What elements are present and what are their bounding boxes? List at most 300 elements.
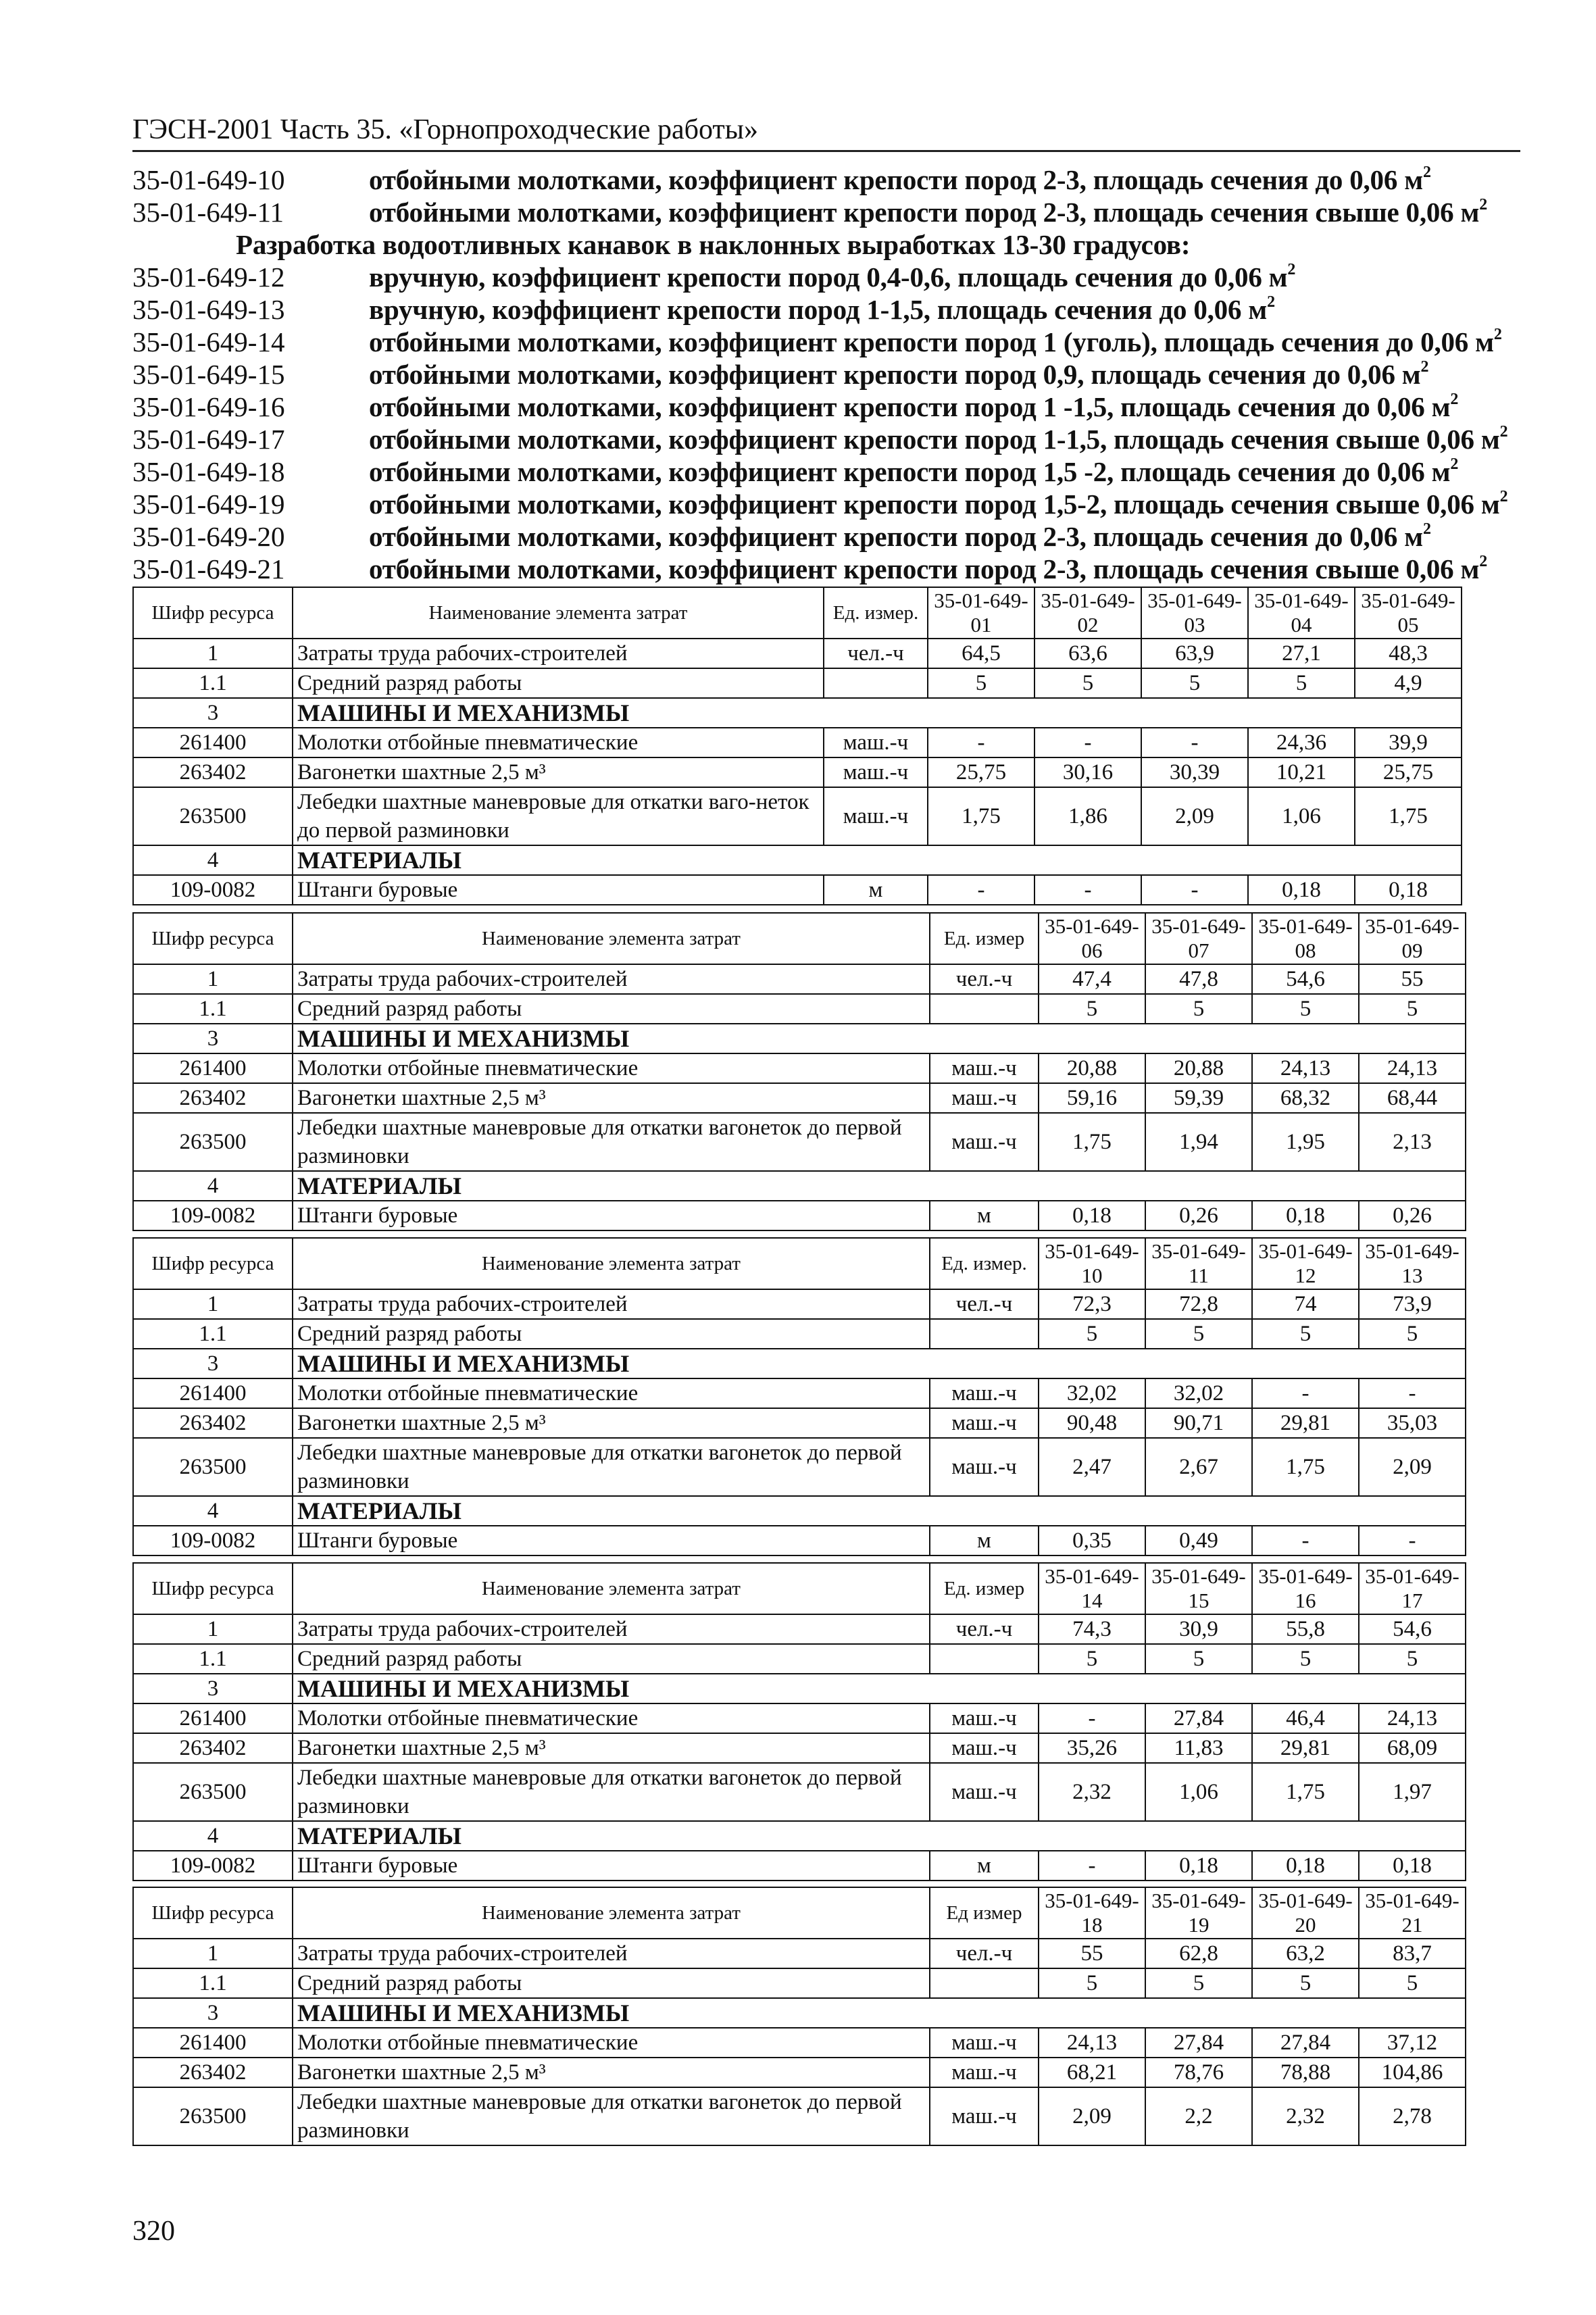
unit-of-measure: маш.-ч <box>930 1408 1039 1438</box>
column-header-unit: Ед. измер <box>930 1563 1039 1614</box>
norm-value: 1,06 <box>1248 787 1355 845</box>
cost-element-name: Средний разряд работы <box>293 1968 930 1998</box>
column-header-norm-code: 35-01-649-09 <box>1359 913 1466 964</box>
norm-value: 5 <box>1034 668 1141 698</box>
cost-element-name: Средний разряд работы <box>293 668 824 698</box>
norm-value: 73,9 <box>1359 1289 1466 1319</box>
table-row <box>133 1968 1466 1998</box>
norm-value: 5 <box>1359 1968 1466 1998</box>
norm-code: 35-01-649-16 <box>132 391 285 422</box>
resource-code: 109-0082 <box>133 1851 293 1881</box>
column-header-cost-element: Наименование элемента затрат <box>293 1563 930 1614</box>
column-header-unit: Ед. измер. <box>824 587 928 639</box>
table-row <box>133 668 1462 698</box>
unit-exponent: 2 <box>1450 391 1459 408</box>
norm-description-text: отбойными молотками, коэффициент крепости пород 1,5 -2, площадь сечения до 0,06 м <box>369 456 1451 487</box>
norm-value: 5 <box>928 668 1034 698</box>
norm-value: 5 <box>1039 1319 1145 1349</box>
norm-value: 5 <box>1359 1319 1466 1349</box>
section-title: МАШИНЫ И МЕХАНИЗМЫ <box>293 1349 1466 1378</box>
table-row <box>133 875 1462 905</box>
resource-code: 4 <box>133 845 293 875</box>
norm-value: 47,8 <box>1145 964 1252 994</box>
unit-of-measure: маш.-ч <box>930 1733 1039 1763</box>
norm-value: - <box>1141 728 1248 757</box>
table-row <box>133 1526 1466 1555</box>
norm-value: 5 <box>1039 1644 1145 1674</box>
norm-value: 55,8 <box>1252 1614 1359 1644</box>
norm-value: - <box>1034 728 1141 757</box>
cost-element-name: Молотки отбойные пневматические <box>293 2028 930 2058</box>
unit-of-measure: маш.-ч <box>930 1378 1039 1408</box>
unit-of-measure: маш.-ч <box>824 757 928 787</box>
resource-code: 263402 <box>133 1733 293 1763</box>
resource-code: 263500 <box>133 1438 293 1496</box>
cost-element-name: Штанги буровые <box>293 875 824 905</box>
column-header-cost-element: Наименование элемента затрат <box>293 587 824 639</box>
norm-value: 1,75 <box>1355 787 1462 845</box>
column-header-resource-code: Шифр ресурса <box>133 1238 293 1289</box>
table-section-row <box>133 698 1462 728</box>
norm-description-text: отбойными молотками, коэффициент крепости пород 1 -1,5, площадь сечения до 0,06 м <box>369 391 1451 422</box>
norm-description <box>369 520 1431 553</box>
norm-value: 0,18 <box>1355 875 1462 905</box>
norm-value: 68,09 <box>1359 1733 1466 1763</box>
norm-value: 63,9 <box>1141 639 1248 668</box>
norm-value: 1,75 <box>1252 1438 1359 1496</box>
norm-description-text: вручную, коэффициент крепости пород 1-1,5, площадь сечения до 0,06 м <box>369 294 1268 325</box>
norm-value: 46,4 <box>1252 1703 1359 1733</box>
table-row <box>133 1733 1466 1763</box>
norm-value: 0,18 <box>1359 1851 1466 1881</box>
norm-value: 55 <box>1359 964 1466 994</box>
unit-exponent: 2 <box>1420 358 1429 376</box>
norm-code: 35-01-649-12 <box>132 262 285 293</box>
column-header-norm-code: 35-01-649-20 <box>1252 1887 1359 1939</box>
unit-of-measure: чел.-ч <box>930 1939 1039 1968</box>
section-title: МАШИНЫ И МЕХАНИЗМЫ <box>293 1024 1466 1053</box>
norm-code: 35-01-649-20 <box>132 521 285 552</box>
resource-table <box>132 587 1462 905</box>
resource-code: 261400 <box>133 2028 293 2058</box>
column-header-norm-code: 35-01-649-12 <box>1252 1238 1359 1289</box>
norm-description <box>369 455 1458 488</box>
section-title: МАТЕРИАЛЫ <box>293 1821 1466 1851</box>
table-row <box>133 1201 1466 1230</box>
cost-element-name: Затраты труда рабочих-строителей <box>293 639 824 668</box>
norm-value: 29,81 <box>1252 1733 1359 1763</box>
norm-value: 0,26 <box>1359 1201 1466 1230</box>
norm-value: - <box>928 875 1034 905</box>
norm-line <box>132 358 1538 391</box>
table-row <box>133 994 1466 1024</box>
table-section-row <box>133 1674 1466 1703</box>
norm-line <box>132 488 1538 520</box>
norm-value: 35,03 <box>1359 1408 1466 1438</box>
section-title: МАТЕРИАЛЫ <box>293 1496 1466 1526</box>
norm-value: 30,16 <box>1034 757 1141 787</box>
unit-exponent: 2 <box>1267 293 1275 311</box>
norm-value: 5 <box>1252 994 1359 1024</box>
norm-value: 5 <box>1359 1644 1466 1674</box>
table-row <box>133 964 1466 994</box>
norm-description-text: отбойными молотками, коэффициент крепости пород 2-3, площадь сечения свыше 0,06 м <box>369 553 1480 584</box>
cost-element-name: Молотки отбойные пневматические <box>293 1053 930 1083</box>
column-header-norm-code: 35-01-649-06 <box>1039 913 1145 964</box>
norm-value: 48,3 <box>1355 639 1462 668</box>
norm-description <box>369 293 1275 326</box>
page-number: 320 <box>132 2216 175 2247</box>
unit-of-measure: м <box>930 1201 1039 1230</box>
table-row <box>133 1644 1466 1674</box>
norm-value: 5 <box>1145 1644 1252 1674</box>
unit-of-measure: м <box>824 875 928 905</box>
norm-line <box>132 261 1538 293</box>
norm-description <box>369 423 1507 455</box>
column-header-norm-code: 35-01-649-15 <box>1145 1563 1252 1614</box>
column-header-norm-code: 35-01-649-11 <box>1145 1238 1252 1289</box>
norm-value: 11,83 <box>1145 1733 1252 1763</box>
norm-line <box>132 423 1538 455</box>
table-row <box>133 1083 1466 1113</box>
norm-value: 104,86 <box>1359 2058 1466 2087</box>
table-row <box>133 1851 1466 1881</box>
section-title: МАШИНЫ И МЕХАНИЗМЫ <box>293 1998 1466 2028</box>
norm-line <box>132 455 1538 488</box>
unit-exponent: 2 <box>1499 488 1508 505</box>
resource-table <box>132 1237 1466 1556</box>
table-section-row <box>133 845 1462 875</box>
table-row <box>133 1289 1466 1319</box>
resource-code: 3 <box>133 1674 293 1703</box>
norm-value: 2,47 <box>1039 1438 1145 1496</box>
norm-line <box>132 391 1538 423</box>
norm-value: 0,26 <box>1145 1201 1252 1230</box>
resource-code: 4 <box>133 1821 293 1851</box>
norm-value: 64,5 <box>928 639 1034 668</box>
norm-line <box>132 520 1538 553</box>
cost-element-name: Лебедки шахтные маневровые для откатки вагонеток до первой разминовки <box>293 1113 930 1171</box>
norm-value: - <box>1034 875 1141 905</box>
norm-value: 5 <box>1039 994 1145 1024</box>
norm-description-text: отбойными молотками, коэффициент крепости пород 2-3, площадь сечения до 0,06 м <box>369 164 1423 195</box>
norm-value: - <box>1252 1378 1359 1408</box>
norm-description <box>369 488 1507 520</box>
table-row <box>133 787 1462 845</box>
norm-value: 32,02 <box>1039 1378 1145 1408</box>
resource-code: 109-0082 <box>133 875 293 905</box>
resource-code: 1 <box>133 1289 293 1319</box>
unit-of-measure: маш.-ч <box>930 2087 1039 2145</box>
norm-value: 78,76 <box>1145 2058 1252 2087</box>
norm-description <box>369 553 1487 585</box>
table-section-row <box>133 1171 1466 1201</box>
norm-value: 0,18 <box>1252 1201 1359 1230</box>
norm-value: 5 <box>1252 1319 1359 1349</box>
table-section-row <box>133 1024 1466 1053</box>
column-header-norm-code: 35-01-649-02 <box>1034 587 1141 639</box>
column-header-cost-element: Наименование элемента затрат <box>293 1238 930 1289</box>
norm-value: 35,26 <box>1039 1733 1145 1763</box>
norm-value: 1,75 <box>1252 1763 1359 1821</box>
cost-element-name: Молотки отбойные пневматические <box>293 728 824 757</box>
table-header-row <box>133 1563 1466 1614</box>
unit-of-measure: маш.-ч <box>930 2028 1039 2058</box>
column-header-unit: Ед. измер. <box>930 1238 1039 1289</box>
norm-value: 2,09 <box>1359 1438 1466 1496</box>
unit-of-measure <box>930 994 1039 1024</box>
resource-code: 1 <box>133 964 293 994</box>
norm-value: 24,13 <box>1359 1053 1466 1083</box>
unit-of-measure: чел.-ч <box>930 1614 1039 1644</box>
norm-value: 5 <box>1359 994 1466 1024</box>
norm-value: 5 <box>1145 1968 1252 1998</box>
unit-of-measure: маш.-ч <box>824 787 928 845</box>
norm-value: - <box>1359 1378 1466 1408</box>
norm-value: 4,9 <box>1355 668 1462 698</box>
unit-of-measure <box>930 1968 1039 1998</box>
norm-value: 20,88 <box>1039 1053 1145 1083</box>
norm-description <box>369 358 1428 391</box>
cost-element-name: Затраты труда рабочих-строителей <box>293 964 930 994</box>
norm-value: 1,95 <box>1252 1113 1359 1171</box>
norm-line <box>132 326 1538 358</box>
norm-description-text: отбойными молотками, коэффициент крепости пород 1 (уголь), площадь сечения до 0,06 м <box>369 326 1494 357</box>
unit-exponent: 2 <box>1422 164 1431 181</box>
table-row <box>133 2028 1466 2058</box>
cost-element-name: Лебедки шахтные маневровые для откатки ваго-неток до первой разминовки <box>293 787 824 845</box>
resource-code: 1 <box>133 1614 293 1644</box>
resource-code: 1.1 <box>133 1968 293 1998</box>
norm-value: 39,9 <box>1355 728 1462 757</box>
norm-value: - <box>1039 1851 1145 1881</box>
norm-value: 5 <box>1252 1968 1359 1998</box>
unit-exponent: 2 <box>1479 553 1488 570</box>
section-title: МАТЕРИАЛЫ <box>293 845 1462 875</box>
column-header-unit: Ед. измер <box>930 913 1039 964</box>
norm-value: 68,32 <box>1252 1083 1359 1113</box>
resource-code: 1 <box>133 1939 293 1968</box>
norm-line <box>132 164 1538 196</box>
resource-code: 1.1 <box>133 1319 293 1349</box>
norm-value: 0,35 <box>1039 1526 1145 1555</box>
norm-value: 5 <box>1248 668 1355 698</box>
column-header-norm-code: 35-01-649-19 <box>1145 1887 1252 1939</box>
table-header-row <box>133 1887 1466 1939</box>
norm-line <box>132 196 1538 228</box>
resource-code: 263500 <box>133 2087 293 2145</box>
norm-value: 1,75 <box>928 787 1034 845</box>
norm-value: 5 <box>1039 1968 1145 1998</box>
table-row <box>133 1614 1466 1644</box>
norm-description <box>132 228 1190 261</box>
column-header-norm-code: 35-01-649-17 <box>1359 1563 1466 1614</box>
resource-table <box>132 912 1466 1231</box>
unit-exponent: 2 <box>1422 520 1431 538</box>
column-header-unit: Ед измер <box>930 1887 1039 1939</box>
table-header-row <box>133 1238 1466 1289</box>
resource-code: 3 <box>133 698 293 728</box>
resource-code: 109-0082 <box>133 1526 293 1555</box>
norm-value: 27,84 <box>1145 1703 1252 1733</box>
norm-description-text: Разработка водоотливных канавок в наклонных выработках 13-30 градусов: <box>236 229 1191 260</box>
resource-code: 3 <box>133 1998 293 2028</box>
norm-value: 30,39 <box>1141 757 1248 787</box>
resource-code: 109-0082 <box>133 1201 293 1230</box>
unit-of-measure: маш.-ч <box>930 1703 1039 1733</box>
resource-code: 1 <box>133 639 293 668</box>
table-section-row <box>133 1496 1466 1526</box>
table-row <box>133 1053 1466 1083</box>
norm-line <box>132 228 1538 261</box>
norm-code: 35-01-649-21 <box>132 553 285 584</box>
column-header-norm-code: 35-01-649-03 <box>1141 587 1248 639</box>
norm-value: 59,39 <box>1145 1083 1252 1113</box>
norm-value: 0,49 <box>1145 1526 1252 1555</box>
norm-line <box>132 293 1538 326</box>
norm-value: 90,48 <box>1039 1408 1145 1438</box>
norm-value: - <box>1359 1526 1466 1555</box>
norm-value: 47,4 <box>1039 964 1145 994</box>
norm-description <box>369 196 1487 228</box>
column-header-norm-code: 35-01-649-21 <box>1359 1887 1466 1939</box>
unit-exponent: 2 <box>1287 261 1296 278</box>
unit-of-measure: чел.-ч <box>824 639 928 668</box>
cost-element-name: Вагонетки шахтные 2,5 м³ <box>293 1408 930 1438</box>
column-header-norm-code: 35-01-649-07 <box>1145 913 1252 964</box>
norm-value: 10,21 <box>1248 757 1355 787</box>
norm-value: 2,32 <box>1039 1763 1145 1821</box>
cost-element-name: Штанги буровые <box>293 1526 930 1555</box>
column-header-norm-code: 35-01-649-13 <box>1359 1238 1466 1289</box>
norm-description <box>369 261 1295 293</box>
norm-description-text: отбойными молотками, коэффициент крепости пород 0,9, площадь сечения до 0,06 м <box>369 359 1421 390</box>
norm-code: 35-01-649-19 <box>132 489 285 520</box>
unit-of-measure: маш.-ч <box>930 1438 1039 1496</box>
unit-of-measure: чел.-ч <box>930 964 1039 994</box>
norm-value: 2,67 <box>1145 1438 1252 1496</box>
norm-value: 74 <box>1252 1289 1359 1319</box>
norm-value: 29,81 <box>1252 1408 1359 1438</box>
column-header-cost-element: Наименование элемента затрат <box>293 1887 930 1939</box>
cost-element-name: Средний разряд работы <box>293 1644 930 1674</box>
norm-value: 24,13 <box>1252 1053 1359 1083</box>
unit-of-measure <box>930 1644 1039 1674</box>
norm-value: - <box>1252 1526 1359 1555</box>
table-row <box>133 639 1462 668</box>
norm-value: 24,36 <box>1248 728 1355 757</box>
unit-of-measure: маш.-ч <box>824 728 928 757</box>
norm-description <box>369 326 1502 358</box>
cost-element-name: Штанги буровые <box>293 1851 930 1881</box>
cost-element-name: Затраты труда рабочих-строителей <box>293 1939 930 1968</box>
resource-code: 263500 <box>133 1113 293 1171</box>
section-title: МАШИНЫ И МЕХАНИЗМЫ <box>293 698 1462 728</box>
resource-code: 263402 <box>133 757 293 787</box>
table-header-row <box>133 587 1462 639</box>
norm-value: 5 <box>1145 1319 1252 1349</box>
unit-of-measure: чел.-ч <box>930 1289 1039 1319</box>
table-row <box>133 1438 1466 1496</box>
unit-of-measure: маш.-ч <box>930 1763 1039 1821</box>
table-row <box>133 1408 1466 1438</box>
norm-value: 25,75 <box>928 757 1034 787</box>
table-row <box>133 728 1462 757</box>
cost-element-name: Штанги буровые <box>293 1201 930 1230</box>
resource-code: 1.1 <box>133 668 293 698</box>
norm-value: 2,78 <box>1359 2087 1466 2145</box>
norm-value: 2,2 <box>1145 2087 1252 2145</box>
norm-description-text: отбойными молотками, коэффициент крепости пород 2-3, площадь сечения свыше 0,06 м <box>369 197 1480 228</box>
resource-code: 261400 <box>133 728 293 757</box>
norm-value: 1,97 <box>1359 1763 1466 1821</box>
norm-value: 37,12 <box>1359 2028 1466 2058</box>
resource-code: 263500 <box>133 787 293 845</box>
cost-element-name: Лебедки шахтные маневровые для откатки вагонеток до первой разминовки <box>293 1763 930 1821</box>
column-header-resource-code: Шифр ресурса <box>133 1887 293 1939</box>
resource-code: 263402 <box>133 1083 293 1113</box>
norm-value: 5 <box>1252 1644 1359 1674</box>
norm-code: 35-01-649-11 <box>132 197 284 228</box>
column-header-norm-code: 35-01-649-04 <box>1248 587 1355 639</box>
norm-value: 24,13 <box>1039 2028 1145 2058</box>
norm-description <box>369 391 1458 423</box>
resource-code: 263402 <box>133 2058 293 2087</box>
norm-value: 27,1 <box>1248 639 1355 668</box>
norm-value: - <box>1141 875 1248 905</box>
table-row <box>133 2058 1466 2087</box>
norm-value: 0,18 <box>1252 1851 1359 1881</box>
resource-code: 1.1 <box>133 994 293 1024</box>
norm-value: 59,16 <box>1039 1083 1145 1113</box>
norm-value: 68,21 <box>1039 2058 1145 2087</box>
unit-of-measure: маш.-ч <box>930 1083 1039 1113</box>
section-title: МАШИНЫ И МЕХАНИЗМЫ <box>293 1674 1466 1703</box>
norm-value: 27,84 <box>1145 2028 1252 2058</box>
cost-element-name: Вагонетки шахтные 2,5 м³ <box>293 2058 930 2087</box>
norm-value: 2,13 <box>1359 1113 1466 1171</box>
unit-of-measure: маш.-ч <box>930 1053 1039 1083</box>
norm-description-text: отбойными молотками, коэффициент крепости пород 1-1,5, площадь сечения свыше 0,06 м <box>369 424 1500 455</box>
norm-value: 24,13 <box>1359 1703 1466 1733</box>
resource-code: 263500 <box>133 1763 293 1821</box>
norm-value: 30,9 <box>1145 1614 1252 1644</box>
norm-description-text: отбойными молотками, коэффициент крепости пород 2-3, площадь сечения до 0,06 м <box>369 521 1423 552</box>
norm-value: 54,6 <box>1252 964 1359 994</box>
table-row <box>133 1763 1466 1821</box>
resource-code: 263402 <box>133 1408 293 1438</box>
norm-value: 1,86 <box>1034 787 1141 845</box>
resource-code: 261400 <box>133 1053 293 1083</box>
unit-of-measure <box>930 1319 1039 1349</box>
column-header-norm-code: 35-01-649-18 <box>1039 1887 1145 1939</box>
norm-value: - <box>1039 1703 1145 1733</box>
norm-value: 5 <box>1145 994 1252 1024</box>
norm-value: 27,84 <box>1252 2028 1359 2058</box>
column-header-cost-element: Наименование элемента затрат <box>293 913 930 964</box>
column-header-norm-code: 35-01-649-08 <box>1252 913 1359 964</box>
cost-element-name: Затраты труда рабочих-строителей <box>293 1289 930 1319</box>
unit-of-measure: м <box>930 1851 1039 1881</box>
column-header-resource-code: Шифр ресурса <box>133 587 293 639</box>
resource-code: 261400 <box>133 1378 293 1408</box>
norm-value: 1,06 <box>1145 1763 1252 1821</box>
unit-exponent: 2 <box>1450 455 1459 473</box>
norm-code: 35-01-649-17 <box>132 424 285 455</box>
norm-value: 78,88 <box>1252 2058 1359 2087</box>
unit-of-measure <box>824 668 928 698</box>
norm-description <box>369 164 1431 196</box>
